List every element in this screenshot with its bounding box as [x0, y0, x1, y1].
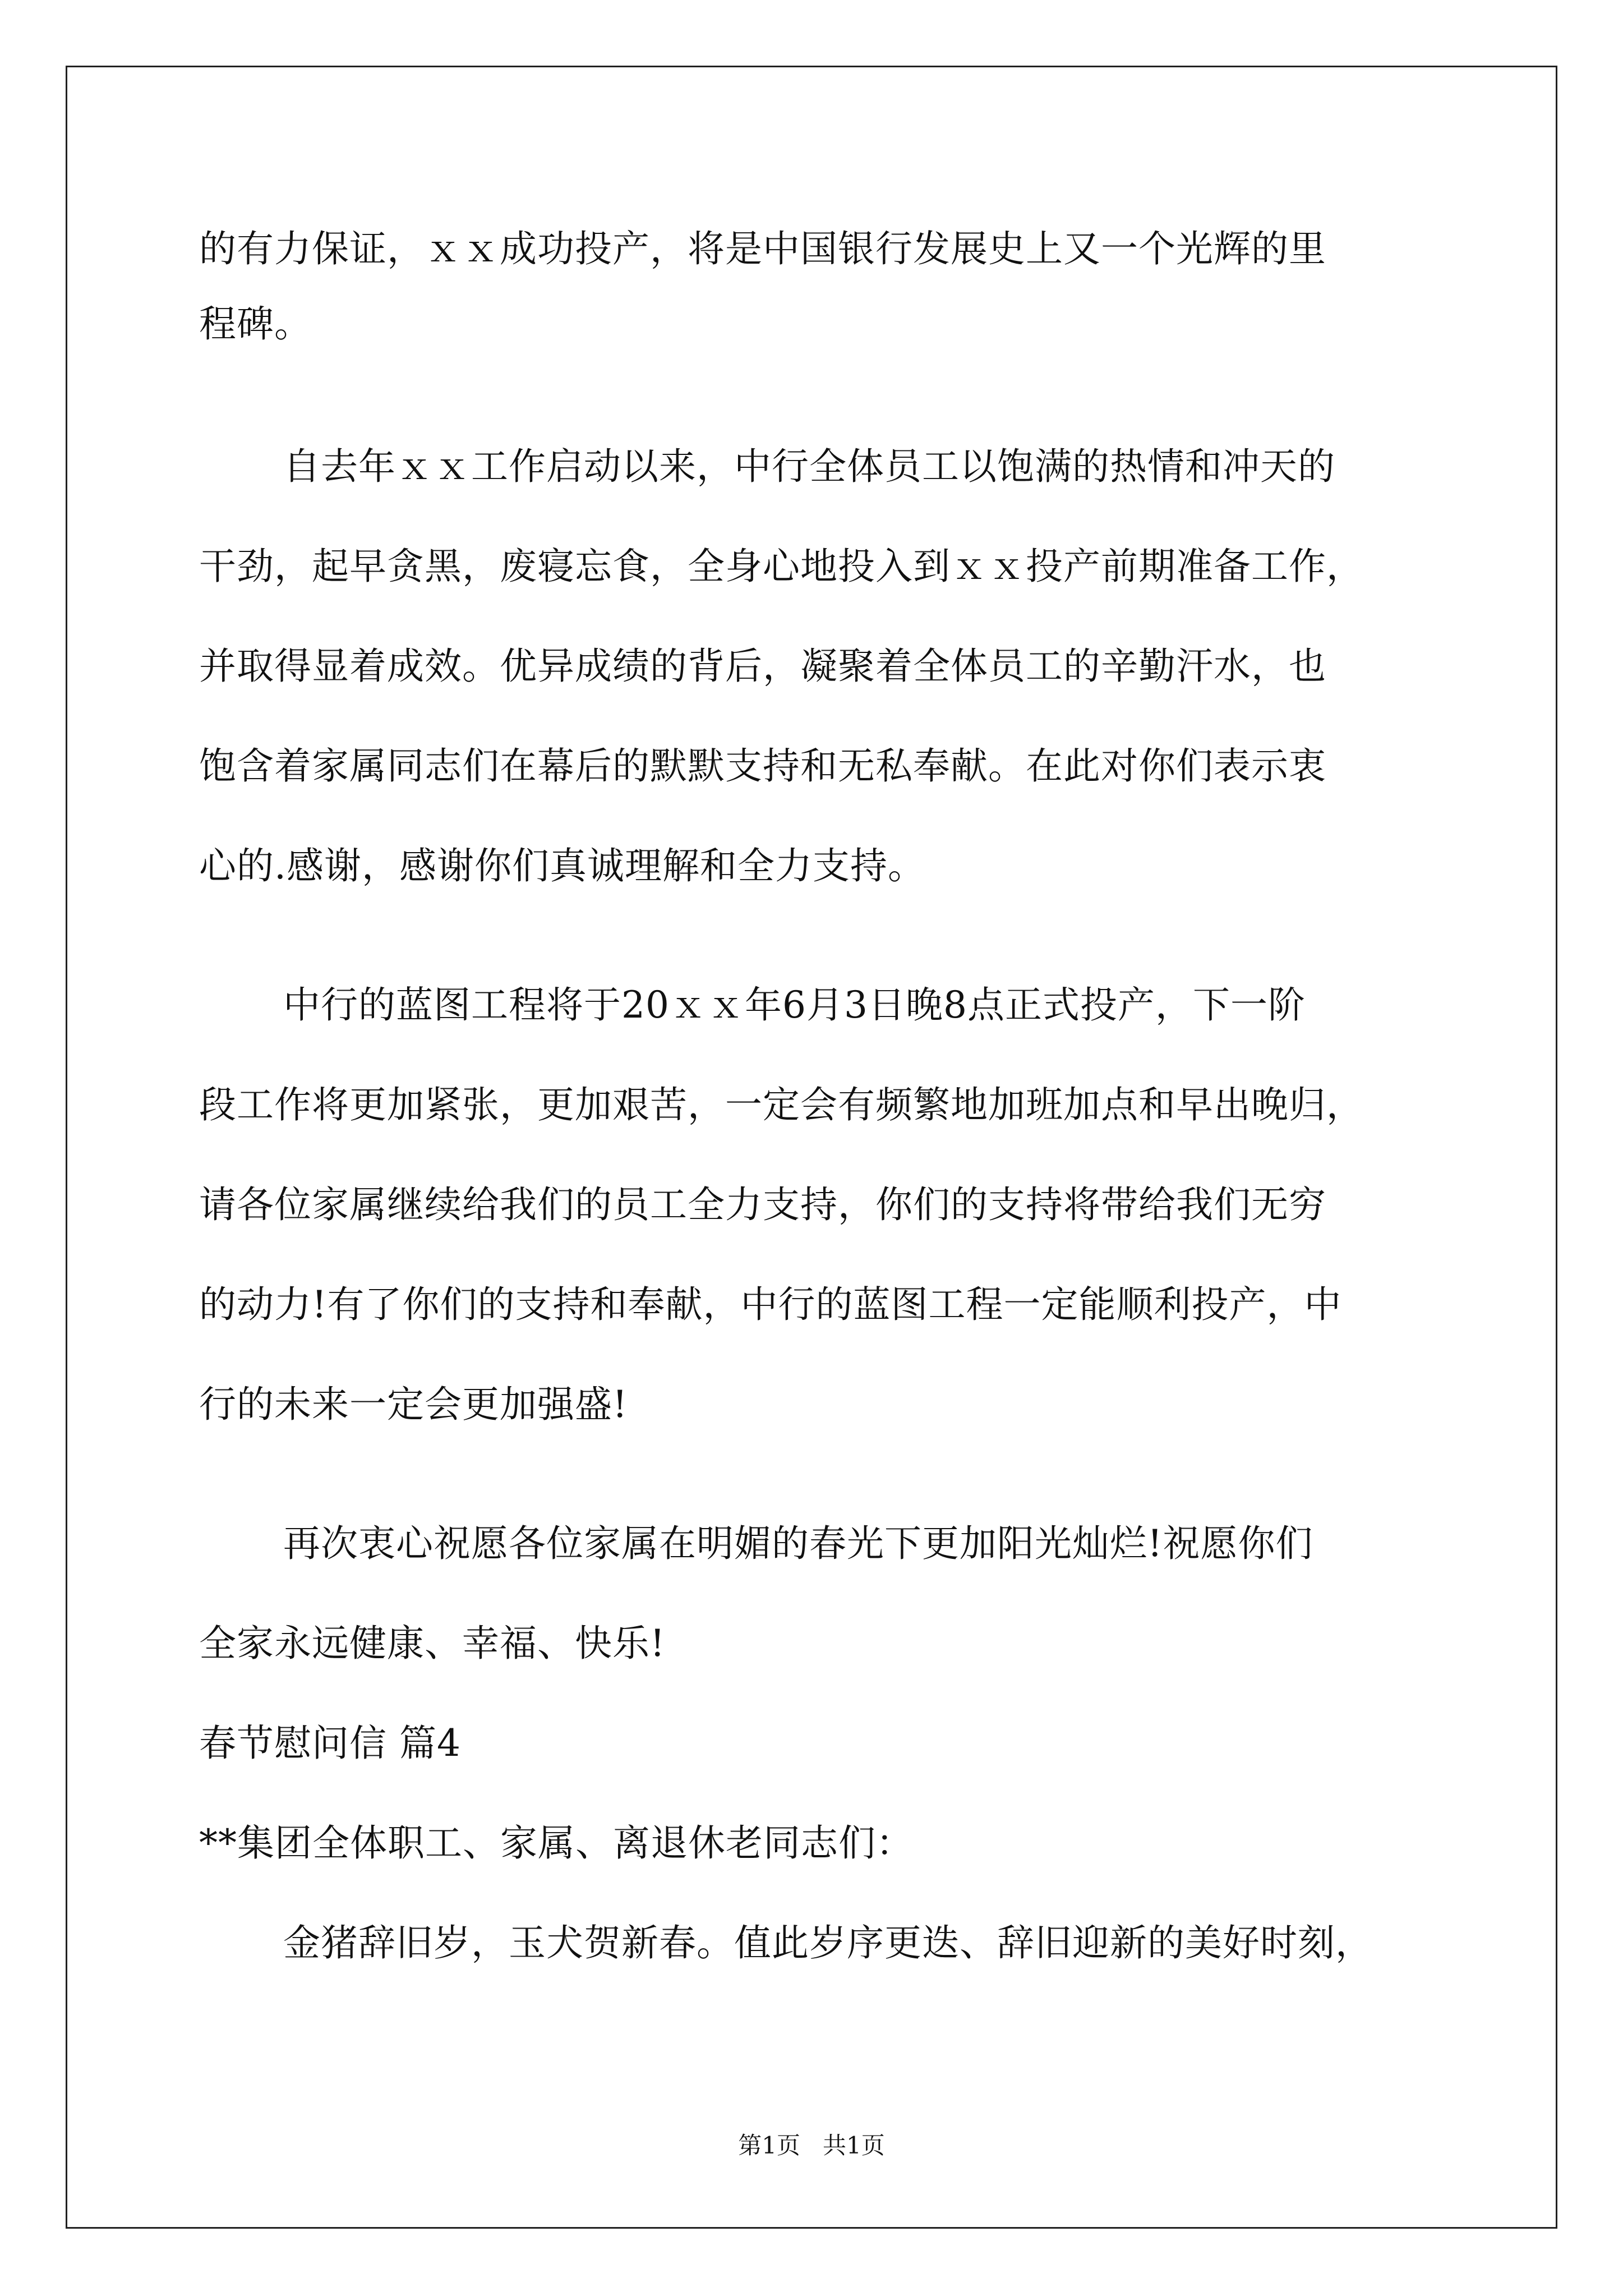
body-line-14: 全家永远健康、幸福、快乐! [199, 1622, 666, 1665]
body-line-2: 程碑。 [199, 302, 312, 346]
body-line-12: 行的未来一定会更加强盛! [199, 1383, 628, 1426]
body-line-5: 并取得显着成效。优异成绩的背后，凝聚着全体员工的辛勤汗水，也 [199, 645, 1326, 688]
salutation-line: **集团全体职工、家属、离退休老同志们： [199, 1821, 914, 1865]
body-line-8: 中行的蓝图工程将于20ｘｘ年6月3日晚8点正式投产，下一阶 [283, 983, 1306, 1027]
body-line-9: 段工作将更加紧张，更加艰苦，一定会有频繁地加班加点和早出晚归， [199, 1083, 1364, 1126]
body-line-7: 心的.感谢，感谢你们真诚理解和全力支持。 [199, 844, 925, 887]
body-line-15: 金猪辞旧岁，玉犬贺新春。值此岁序更迭、辞旧迎新的美好时刻， [283, 1921, 1373, 1964]
body-line-4: 干劲，起早贪黑，废寝忘食，全身心地投入到ｘｘ投产前期准备工作， [199, 545, 1364, 588]
section-heading: 春节慰问信 篇4 [199, 1722, 461, 1765]
page-footer: 第1页 共1页 [738, 2132, 885, 2159]
body-line-10: 请各位家属继续给我们的员工全力支持，你们的支持将带给我们无穷 [199, 1183, 1326, 1226]
page-border [66, 66, 1557, 2229]
body-line-1: 的有力保证，ｘｘ成功投产，将是中国银行发展史上又一个光辉的里 [199, 227, 1326, 270]
body-line-6: 饱含着家属同志们在幕后的默默支持和无私奉献。在此对你们表示衷 [199, 744, 1326, 788]
body-line-13: 再次衷心祝愿各位家属在明媚的春光下更加阳光灿烂!祝愿你们 [283, 1522, 1313, 1565]
body-line-11: 的动力!有了你们的支持和奉献，中行的蓝图工程一定能顺利投产，中 [199, 1283, 1342, 1326]
body-line-3: 自去年ｘｘ工作启动以来，中行全体员工以饱满的热情和冲天的 [283, 445, 1335, 488]
